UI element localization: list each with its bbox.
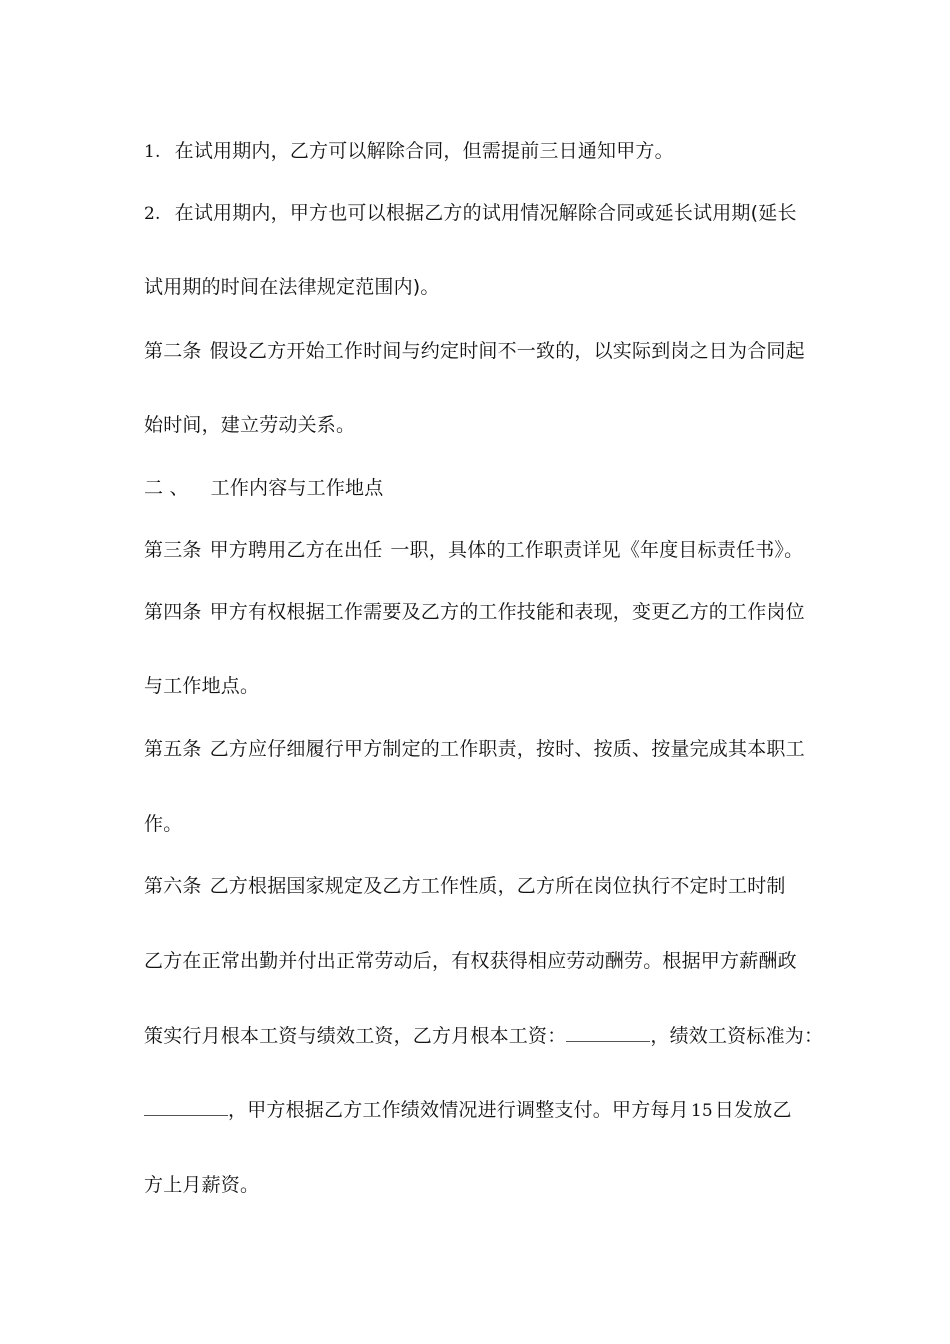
article-4-continuation: 与工作地点。 xyxy=(144,675,260,697)
pay-line-3-text-a: ，甲方根据乙方工作绩效情况进行调整支付。甲方每月 xyxy=(228,1099,689,1121)
clause-1 xyxy=(144,139,674,164)
article-2-text: 假设乙方开始工作时间与约定时间不一致的，以实际到岗之日为合同起 xyxy=(209,340,805,362)
pay-line-2-text-b: ，绩效工资标准为： xyxy=(650,1025,824,1047)
pay-paragraph-line-3 xyxy=(144,1098,792,1123)
clause-2-continuation: 试用期的时间在法律规定范围内)。 xyxy=(144,276,440,298)
pay-day-number: 15 xyxy=(690,1101,713,1121)
article-5-label: 第五条 xyxy=(144,738,202,760)
article-5 xyxy=(144,737,805,761)
pay-line-3-text-b: 日发放乙 xyxy=(714,1099,792,1121)
pay-paragraph-line-2 xyxy=(144,1024,823,1048)
article-2-label: 第二条 xyxy=(144,340,202,362)
article-2 xyxy=(144,339,805,363)
article-4-label: 第四条 xyxy=(144,601,202,623)
pay-paragraph-line-1: 乙方在正常出勤并付出正常劳动后，有权获得相应劳动酬劳。根据甲方薪酬政 xyxy=(144,950,797,972)
clause-2 xyxy=(144,201,797,226)
pay-paragraph-line-4: 方上月薪资。 xyxy=(144,1174,260,1196)
clause-1-number: 1. xyxy=(144,142,161,162)
article-3-text-b: 一职，具体的工作职责详见《年度目标责任书》。 xyxy=(390,539,804,561)
article-2-continuation: 始时间，建立劳动关系。 xyxy=(144,414,356,436)
section-2-title: 工作内容与工作地点 xyxy=(210,477,384,499)
article-3 xyxy=(144,538,803,562)
section-2-heading xyxy=(144,476,383,500)
article-6-label: 第六条 xyxy=(144,875,202,897)
performance-salary-blank xyxy=(144,1101,228,1116)
article-3-label: 第三条 xyxy=(144,539,202,561)
article-5-text: 乙方应仔细履行甲方制定的工作职责，按时、按质、按量完成其本职工 xyxy=(209,738,805,760)
clause-1-text: 在试用期内，乙方可以解除合同，但需提前三日通知甲方。 xyxy=(174,140,674,162)
clause-2-text: 在试用期内，甲方也可以根据乙方的试用情况解除合同或延长试用期(延长 xyxy=(174,202,797,224)
article-6 xyxy=(144,874,786,898)
base-salary-blank xyxy=(566,1027,650,1042)
clause-2-number: 2. xyxy=(144,204,161,224)
article-4-text: 甲方有权根据工作需要及乙方的工作技能和表现，变更乙方的工作岗位 xyxy=(209,601,805,623)
article-3-text-a: 甲方聘用乙方在出任 xyxy=(209,539,383,561)
article-5-continuation: 作。 xyxy=(144,813,183,835)
pay-line-2-text-a: 策实行月根本工资与绩效工资，乙方月根本工资： xyxy=(144,1025,567,1047)
article-6-text: 乙方根据国家规定及乙方工作性质，乙方所在岗位执行不定时工时制 xyxy=(209,875,786,897)
article-4 xyxy=(144,600,805,624)
section-2-number: 二 、 xyxy=(144,477,189,499)
